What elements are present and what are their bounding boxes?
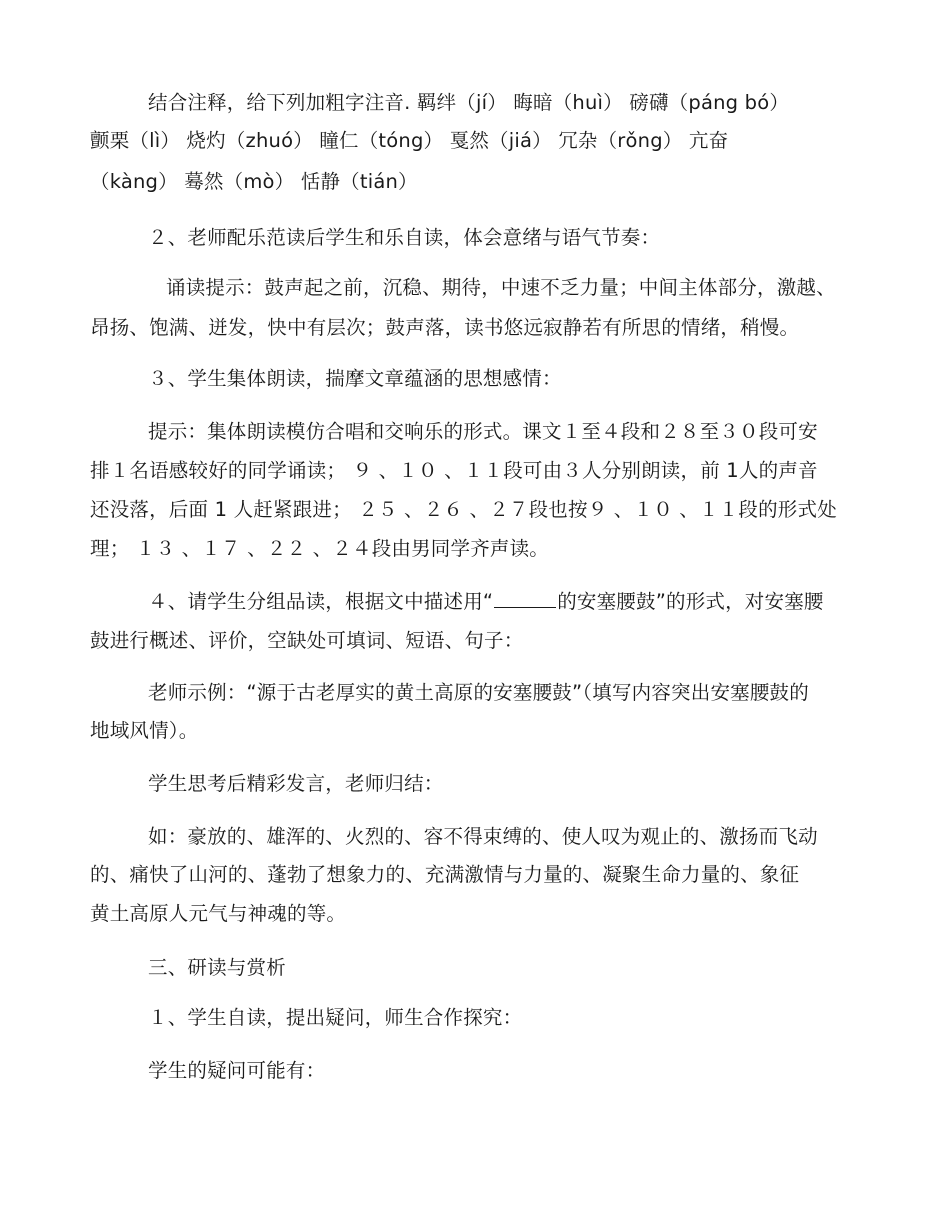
text-line-step-4 [148, 590, 824, 614]
text-line-student-questions: 学生的疑问可能有： [148, 1059, 326, 1082]
fill-in-blank [494, 591, 556, 608]
text-line-reading-tip-1: 诵读提示：鼓声起之前，沉稳、期待，中速不乏力量；中间主体部分，激越、 [166, 276, 836, 299]
text-line-student-speech: 学生思考后精彩发言，老师归结： [148, 772, 444, 795]
section-heading-study: 三、研读与赏析 [148, 956, 286, 979]
text-line-study-1: １、学生自读，提出疑问，师生合作探究： [148, 1006, 523, 1029]
text-line-examples-2: 的、痛快了山河的、蓬勃了想象力的、充满激情与力量的、凝聚生命力量的、象征 [90, 863, 800, 886]
text-line-reading-tip-2: 昂扬、饱满、迸发，快中有层次；鼓声落，读书悠远寂静若有所思的情绪，稍慢。 [90, 316, 800, 339]
text-line-teacher-example-1: 老师示例：“源于古老厚实的黄土高原的安塞腰鼓”（填写内容突出安塞腰鼓的 [148, 681, 809, 704]
text-line-annotation-2: 颤栗（lì） 烧灼（zhuó） 瞳仁（tóng） 戛然（jiá） 冗杂（rǒng） 亢奋 [90, 129, 729, 152]
text-line-examples-3: 黄土高原人元气与神魂的等。 [90, 902, 347, 925]
text-line-step-4-cont: 鼓进行概述、评价，空缺处可填词、短语、句子： [90, 629, 524, 652]
step-4-text-before-blank: ４、请学生分组品读，根据文中描述用“ [148, 590, 494, 613]
text-line-hint-2: 排１名语感较好的同学诵读； ９ 、１０ 、１１段可由３人分别朗读，前 1人的声音 [90, 459, 818, 482]
text-line-annotation-1: 结合注释，给下列加粗字注音. 羁绊（jí） 晦暗（huì） 磅礴（páng bó） [148, 91, 790, 114]
step-4-text-after-blank: 的安塞腰鼓”的形式，对安塞腰 [557, 590, 824, 613]
text-line-hint-3: 还没落，后面 1 人赶紧跟进； ２５ 、２６ 、２７段也按９ 、１０ 、１１段的形式处 [90, 498, 837, 521]
text-line-step-3: ３、学生集体朗读，揣摩文章蕴涵的思想感情： [148, 367, 562, 390]
text-line-hint-4: 理； １３ 、１７ 、２２ 、２４段由男同学齐声读。 [90, 537, 549, 560]
text-line-step-2: ２、老师配乐范读后学生和乐自读，体会意绪与语气节奏： [148, 226, 661, 249]
text-line-hint-1: 提示：集体朗读模仿合唱和交响乐的形式。课文１至４段和２８至３０段可安 [148, 420, 818, 443]
text-line-examples-1: 如：豪放的、雄浑的、火烈的、容不得束缚的、使人叹为观止的、激扬而飞动 [148, 825, 818, 848]
text-line-annotation-3: （kàng） 蓦然（mò） 恬静（tián） [90, 170, 418, 193]
text-line-teacher-example-2: 地域风情）。 [90, 719, 199, 742]
